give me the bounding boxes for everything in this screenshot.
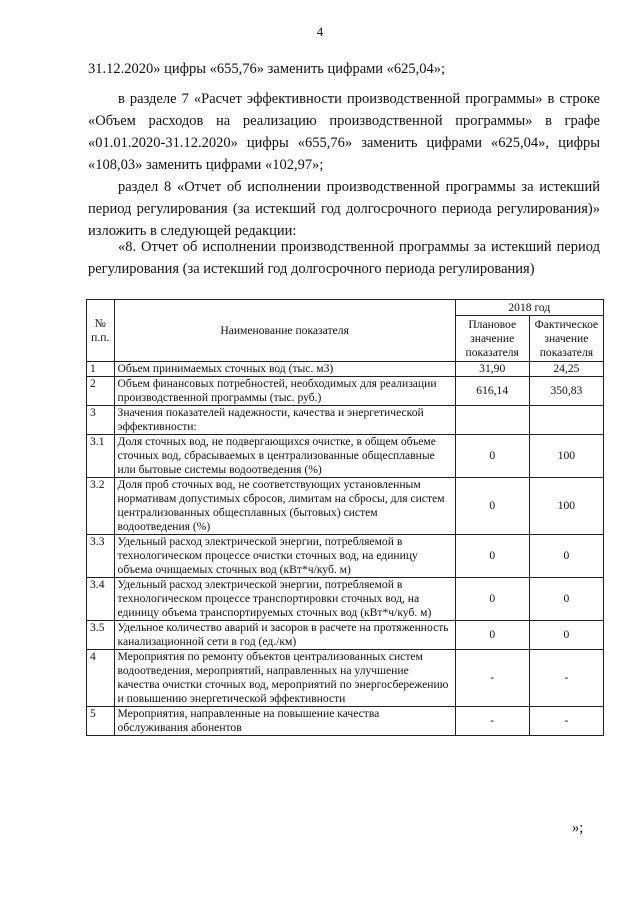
row-num: 5	[87, 707, 115, 736]
table-row	[87, 478, 604, 535]
page-number: 4	[316, 24, 324, 39]
row-num: 3.4	[87, 578, 115, 621]
paragraph-3: раздел 8 «Отчет об исполнении производственной программы за истекший период регулирования (за истекший год долгосрочного периода регулирования)» изложить в следующей редакции:	[88, 179, 600, 239]
paragraph-4: «8. Отчет об исполнении производственной программы за истекший период регулирования (за истекший год долгосрочного периода регулирования)	[88, 239, 600, 277]
row-plan: 0	[455, 621, 529, 650]
row-plan: 0	[455, 535, 529, 578]
header-name: Наименование показателя	[114, 300, 455, 362]
row-plan: 0	[455, 578, 529, 621]
row-name: Удельный расход электрической энергии, потребляемой в технологическом процессе транспортировки сточных вод, на единицу объема транспортируемых сточных вод (кВт*ч/куб. м)	[114, 578, 455, 621]
row-fact	[529, 406, 603, 435]
row-name: Мероприятия по ремонту объектов централизованных систем водоотведения, мероприятий, направленных на улучшение качества очистки сточных вод, мероприятий по энергосбережению и повышению энергетической эффективности	[114, 650, 455, 707]
row-plan: 0	[455, 435, 529, 478]
row-name: Объем финансовых потребностей, необходимых для реализации производственной программы (тыс. руб.)	[114, 377, 455, 406]
table-row	[87, 435, 604, 478]
row-fact: -	[529, 707, 603, 736]
row-name: Объем принимаемых сточных вод (тыс. м3)	[114, 362, 455, 377]
header-fact: Фактическое значение показателя	[529, 316, 603, 362]
header-num: № п.п.	[87, 300, 115, 362]
row-fact: 0	[529, 535, 603, 578]
table-row	[87, 707, 604, 736]
row-plan: 616,14	[455, 377, 529, 406]
row-plan: -	[455, 707, 529, 736]
header-plan: Плановое значение показателя	[455, 316, 529, 362]
row-name: Удельное количество аварий и засоров в расчете на протяженность канализационной сети в год (ед./км)	[114, 621, 455, 650]
row-fact: 0	[529, 621, 603, 650]
table-row	[87, 650, 604, 707]
row-plan: 31,90	[455, 362, 529, 377]
row-plan: -	[455, 650, 529, 707]
header-year: 2018 год	[455, 300, 603, 316]
report-table	[86, 299, 604, 736]
table-row	[87, 362, 604, 377]
row-num: 3.1	[87, 435, 115, 478]
row-name: Мероприятия, направленные на повышение качества обслуживания абонентов	[114, 707, 455, 736]
row-num: 3.3	[87, 535, 115, 578]
row-fact: 100	[529, 478, 603, 535]
row-num: 3.5	[87, 621, 115, 650]
row-fact: 24,25	[529, 362, 603, 377]
table-row	[87, 578, 604, 621]
row-num: 4	[87, 650, 115, 707]
row-fact: -	[529, 650, 603, 707]
row-plan	[455, 406, 529, 435]
table-row	[87, 535, 604, 578]
row-fact: 0	[529, 578, 603, 621]
row-num: 3	[87, 406, 115, 435]
row-num: 3.2	[87, 478, 115, 535]
table-row	[87, 621, 604, 650]
row-num: 1	[87, 362, 115, 377]
row-plan: 0	[455, 478, 529, 535]
row-name: Доля сточных вод, не подвергающихся очистке, в общем объеме сточных вод, сбрасываемых в централизованные общесплавные или бытовые системы водоотведения (%)	[114, 435, 455, 478]
row-name: Значения показателей надежности, качества и энергетической эффективности:	[114, 406, 455, 435]
row-fact: 100	[529, 435, 603, 478]
row-name: Удельный расход электрической энергии, потребляемой в технологическом процессе очистки сточных вод, на единицу объема очищаемых сточных вод (кВт*ч/куб. м)	[114, 535, 455, 578]
paragraph-1: 31.12.2020» цифры «655,76» заменить цифрами «625,04»;	[88, 61, 446, 77]
paragraph-2: в разделе 7 «Расчет эффективности производственной программы» в строке «Объем расходов на реализацию производственной программы» в графе «01.01.2020-31.12.2020» цифры «655,76» заменить цифрами «625,04», цифры «108,03» заменить цифрами «102,97»;	[88, 91, 600, 173]
row-num: 2	[87, 377, 115, 406]
table-row	[87, 377, 604, 406]
row-fact: 350,83	[529, 377, 603, 406]
row-name: Доля проб сточных вод, не соответствующих установленным нормативам допустимых сбросов, лимитам на сбросы, для систем централизованных общесплавных (бытовых) систем водоотведения (%)	[114, 478, 455, 535]
table-row	[87, 406, 604, 435]
closing-quote: »;	[572, 820, 584, 836]
